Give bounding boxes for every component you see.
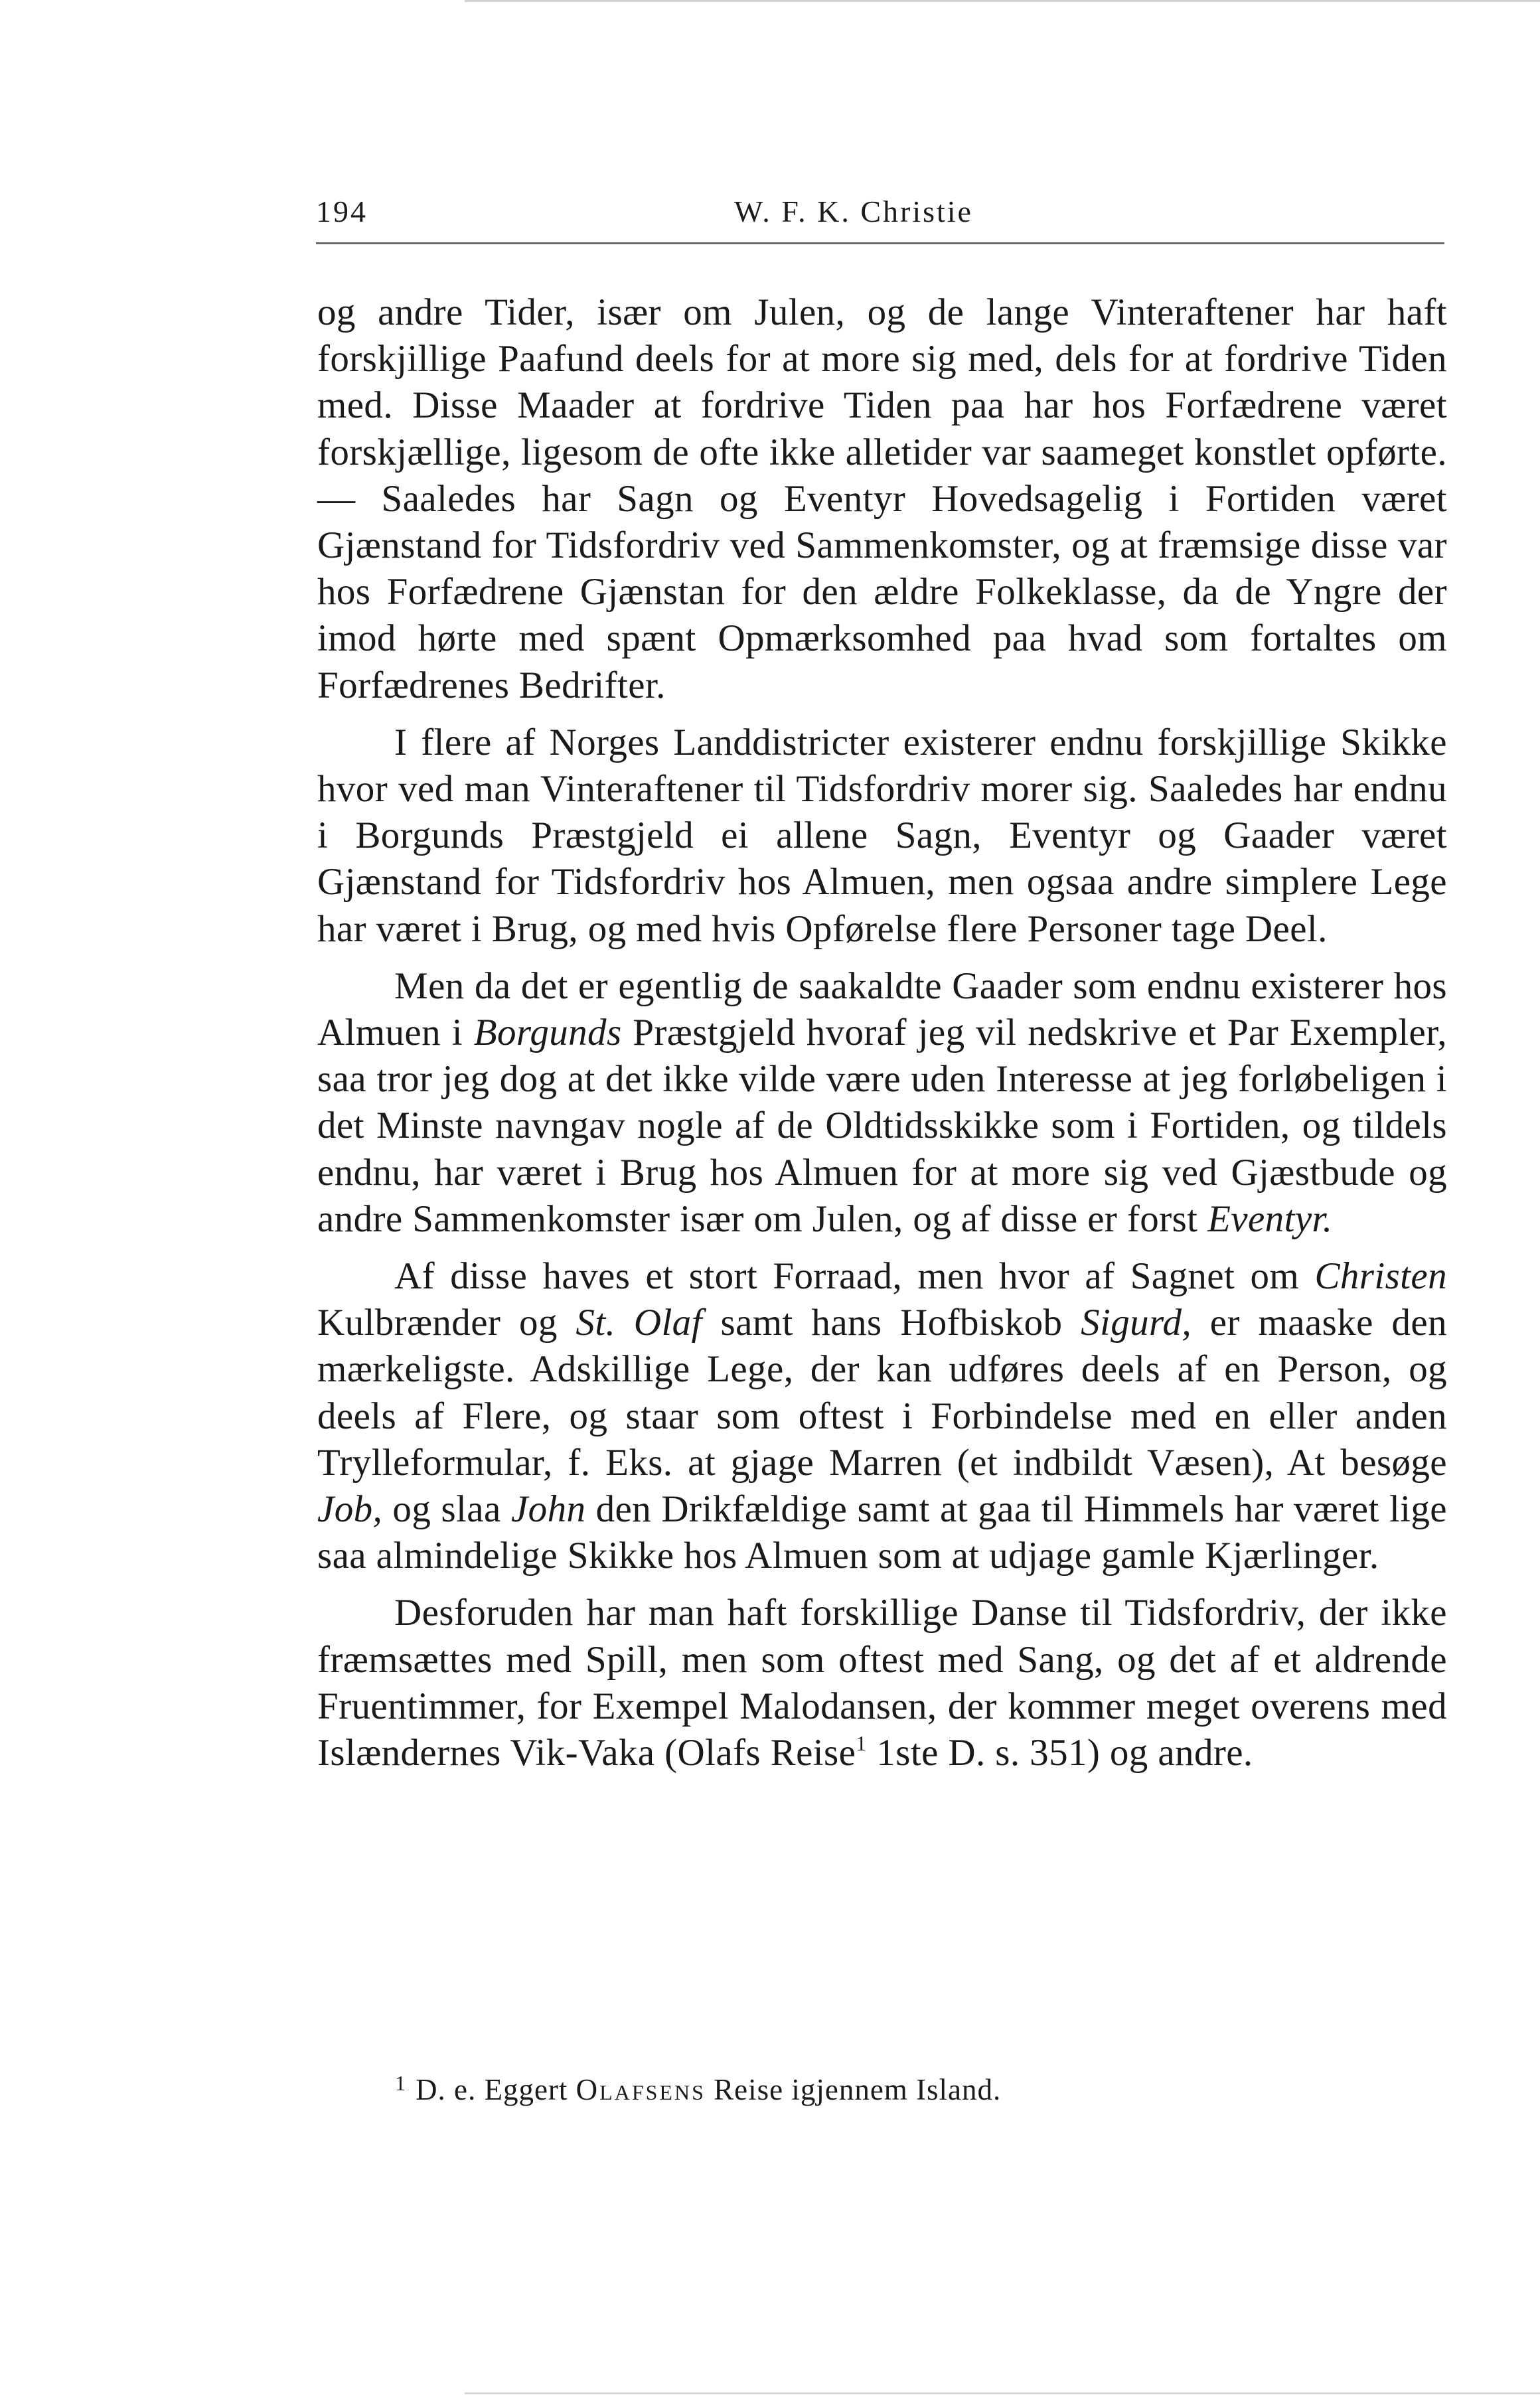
paragraph-4-italic-st-olaf: St. Olaf (576, 1302, 702, 1344)
header-rule (316, 242, 1444, 244)
paragraph-5 (317, 1590, 1447, 1776)
footnote-mark: 1 (395, 2071, 406, 2095)
paragraph-5-text-cont: 1ste D. s. 351) og andre. (866, 1732, 1253, 1774)
paragraph-3-text: Men da det er egentlig de saakaldte Gaader som endnu existerer hos Almuen i (317, 965, 1447, 1054)
paragraph-4-italic-sigurd: Sigurd, (1081, 1302, 1192, 1344)
paragraph-4-italic-john: John (510, 1488, 586, 1531)
paragraph-4-text-2: Kulbrænder og (317, 1302, 576, 1344)
footnote-text-cont: Reise igjennem Island. (705, 2073, 1002, 2106)
paragraph-4-italic-christen: Christen (1314, 1255, 1447, 1298)
footnote-text: D. e. Eggert (416, 2073, 576, 2106)
paragraph-2-text: I flere af Norges Landdistricter existerer endnu forskjillige Skikke hvor ved man Vinteraftener til Tidsfordriv morer sig. Saaledes har endnu i Borgunds Præstgjeld ei allene Sagn, Eventyr og Gaader været Gjænstand for Tidsfordriv hos Almuen, men ogsaa andre simplere Lege har været i Brug, og med hvis Opførelse flere Personer tage Deel. (317, 721, 1447, 950)
top-edge-rule (465, 0, 1540, 2)
running-head (316, 194, 1444, 234)
paragraph-2 (317, 720, 1447, 953)
paragraph-4-text-3: samt hans Hofbiskob (702, 1302, 1081, 1344)
paragraph-4-text-4: er maaske den mærkeligste. Adskillige Lege, der kan udføres deels af en Person, og deels af Flere, og staar som oftest i Forbindelse med en eller anden Trylleformular, f. Eks. at gjage Marren (et indbildt Væsen), At besøge (317, 1302, 1447, 1484)
paragraph-1 (317, 289, 1447, 709)
page-number: 194 (316, 194, 368, 228)
paragraph-1-text: og andre Tider, især om Julen, og de lange Vinteraftener har haft forskjillige Paafund deels for at more sig med, dels for at fordrive Tiden med. Disse Maader at fordrive Tiden paa har hos Forfædrene været forskjællige, ligesom de ofte ikke alletider var saameget konstlet opførte. — Saaledes har Sagn og Eventyr Hovedsagelig i Fortiden været Gjænstand for Tidsfordriv ved Sammenkomster, og at fræmsige disse var hos Forfædrene Gjænstan for den ældre Folkeklasse, da de Yngre der imod hørte med spænt Opmærksomhed paa hvad som fortaltes om Forfædrenes Bedrifter. (317, 291, 1447, 706)
bottom-edge-rule (465, 2392, 1540, 2394)
paragraph-4 (317, 1253, 1447, 1579)
paragraph-3 (317, 963, 1447, 1243)
paragraph-4-italic-job: Job, (317, 1488, 383, 1531)
paragraph-3-text-cont: Præstgjeld hvoraf jeg vil nedskrive et Par Exempler, saa tror jeg dog at det ikke vilde være uden Interesse at jeg forløbeligen i det Minste navngav nogle af de Oldtidsskikke som i Fortiden, og tildels endnu, har været i Brug hos Almuen for at more sig ved Gjæstbude og andre Sammenkomster især om Julen, og af disse er forst (317, 1012, 1448, 1240)
paragraph-3-italic-borgunds: Borgunds (473, 1012, 622, 1054)
footnote (395, 2064, 1444, 2108)
body-text (317, 289, 1447, 1776)
paragraph-4-text-5: og slaa (382, 1488, 511, 1531)
paragraph-4-text-6: den Drikfældige samt at gaa til Himmels har været lige saa almindelige Skikke hos Almuen som at udjage gamle Kjærlinger. (317, 1488, 1448, 1577)
paragraph-4-text: Af disse haves et stort Forraad, men hvor af Sagnet om (394, 1255, 1315, 1298)
footnote-smallcaps-name: Olafsens (576, 2073, 706, 2106)
running-title: W. F. K. Christie (734, 194, 973, 228)
paragraph-5-text: Desforuden har man haft forskillige Danse til Tidsfordriv, der ikke fræmsættes med Spill, men som oftest med Sang, og det af et aldrende Fruentimmer, for Exempel Malodansen, der kommer meget overens med Islændernes Vik-Vaka (Olafs Reise (317, 1592, 1447, 1774)
footnote-reference: 1 (856, 1731, 867, 1756)
paragraph-3-italic-eventyr: Eventyr. (1207, 1198, 1333, 1240)
